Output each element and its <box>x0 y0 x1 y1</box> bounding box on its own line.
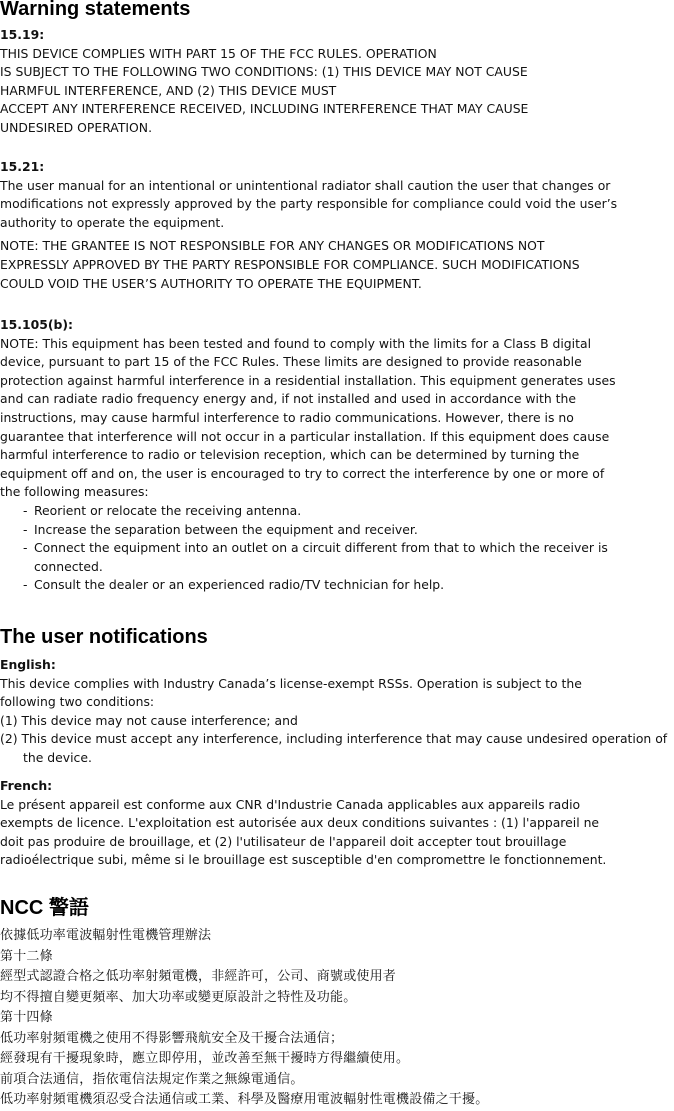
measure-item: - Increase the separation between the equipment and receiver. <box>23 521 674 540</box>
measure-item: - Reorient or relocate the receiving antenna. <box>23 502 674 521</box>
english-label: English: <box>0 657 56 672</box>
fcc-15-105b-line: guarantee that interference will not occur in a particular installation. If this equipment does cause <box>0 428 610 444</box>
fcc-15-105b-line: and can radiate radio frequency energy and, if not installed and used in accordance with the <box>0 391 576 407</box>
fcc-15-21-heading: 15.21: <box>0 159 45 174</box>
fcc-15-21-note-line: EXPRESSLY APPROVED BY THE PARTY RESPONSIBLE FOR COMPLIANCE. SUCH MODIFICATIONS <box>0 256 580 272</box>
condition-item: (2) This device must accept any interference, including interference that may cause undesired operation of the device. <box>0 731 668 765</box>
english-notice <box>0 656 674 768</box>
ncc-line: 前項合法通信，指依電信法規定作業之無線電通信。 <box>0 1071 304 1087</box>
fcc-15-21 <box>0 158 674 293</box>
measure-item: - Connect the equipment into an outlet on a circuit different from that to which the receiver is connected. <box>23 539 674 576</box>
french-line: doit pas produire de brouillage, et (2) l'utilisateur de l'appareil doit accepter tout brouillage <box>0 833 567 849</box>
measure-item: - Consult the dealer or an experienced radio/TV technician for help. <box>23 576 674 595</box>
fcc-15-105b-line: equipment off and on, the user is encouraged to try to correct the interference by one or more of <box>0 465 605 481</box>
warning-section <box>0 0 674 20</box>
french-notice <box>0 777 674 870</box>
ncc-title: NCC 警語 <box>0 897 89 919</box>
ncc-line: 低功率射頻電機之使用不得影響飛航安全及干擾合法通信； <box>0 1030 344 1046</box>
notifications-title: The user notifications <box>0 626 208 648</box>
conditions-list <box>0 712 674 768</box>
fcc-15-21-line: authority to operate the equipment. <box>0 214 225 230</box>
french-label: French: <box>0 778 53 793</box>
fcc-15-21-note-line: COULD VOID THE USER’S AUTHORITY TO OPERATE THE EQUIPMENT. <box>0 275 422 291</box>
notifications-section <box>0 626 674 648</box>
fcc-15-21-line: The user manual for an intentional or unintentional radiator shall caution the user that changes or <box>0 177 611 193</box>
fcc-15-21-line: modifications not expressly approved by the party responsible for compliance could void the user’s <box>0 196 618 212</box>
fcc-15-19-line: ACCEPT ANY INTERFERENCE RECEIVED, INCLUDING INTERFERENCE THAT MAY CAUSE <box>0 101 529 117</box>
ncc-line: 第十四條 <box>0 1010 53 1025</box>
fcc-15-105b-heading: 15.105(b): <box>0 317 73 332</box>
french-line: radioélectrique subi, même si le brouillage est susceptible d'en compromettre le fonctionnement. <box>0 852 607 868</box>
french-line: exempts de licence. L'exploitation est autorisée aux deux conditions suivantes : (1) l'appareil ne <box>0 815 600 831</box>
fcc-15-21-note-line: NOTE: THE GRANTEE IS NOT RESPONSIBLE FOR ANY CHANGES OR MODIFICATIONS NOT <box>0 238 545 254</box>
fcc-15-105b-line: the following measures: <box>0 484 149 500</box>
fcc-15-19 <box>0 26 674 138</box>
warning-title: Warning statements <box>0 0 191 20</box>
fcc-15-19-heading: 15.19: <box>0 27 45 42</box>
ncc-line: 低功率射頻電機須忍受合法通信或工業、科學及醫療用電波輻射性電機設備之干擾。 <box>0 1092 489 1107</box>
ncc-body <box>0 926 674 1111</box>
ncc-line: 第十二條 <box>0 948 53 964</box>
fcc-15-19-line: IS SUBJECT TO THE FOLLOWING TWO CONDITIONS: (1) THIS DEVICE MAY NOT CAUSE <box>0 64 528 80</box>
fcc-15-105b-line: harmful interference to radio or television reception, which can be determined by turning the <box>0 447 580 463</box>
ncc-line: 依據低功率電波輻射性電機管理辦法 <box>0 928 212 943</box>
fcc-15-105b-line: protection against harmful interference in a residential installation. This equipment generates uses <box>0 372 616 388</box>
fcc-15-105b-line: device, pursuant to part 15 of the FCC Rules. These limits are designed to provide reasonable <box>0 354 582 370</box>
fcc-15-105b-line: NOTE: This equipment has been tested and found to comply with the limits for a Class B digital <box>0 335 592 351</box>
ncc-line: 經發現有干擾現象時，應立即停用，並改善至無干擾時方得繼續使用。 <box>0 1051 410 1066</box>
ncc-line: 經型式認證合格之低功率射頻電機，非經許可，公司、商號或使用者 <box>0 969 397 984</box>
fcc-15-19-line: THIS DEVICE COMPLIES WITH PART 15 OF THE FCC RULES. OPERATION <box>0 45 437 61</box>
fcc-15-105b-line: instructions, may cause harmful interference to radio communications. However, there is no <box>0 409 574 425</box>
fcc-15-19-line: UNDESIRED OPERATION. <box>0 119 153 135</box>
fcc-15-105b <box>0 316 674 595</box>
measures-list <box>0 502 674 595</box>
french-line: Le présent appareil est conforme aux CNR d'Industrie Canada applicables aux appareils radio <box>0 796 581 812</box>
english-line: following two conditions: <box>0 694 155 710</box>
ncc-line: 均不得擅自變更頻率、加大功率或變更原設計之特性及功能。 <box>0 989 357 1005</box>
condition-item: (1) This device may not cause interference; and <box>0 712 298 728</box>
fcc-15-19-line: HARMFUL INTERFERENCE, AND (2) THIS DEVICE MUST <box>0 82 337 98</box>
english-line: This device complies with Industry Canada’s license-exempt RSSs. Operation is subject to the <box>0 675 582 691</box>
ncc-section <box>0 897 674 919</box>
